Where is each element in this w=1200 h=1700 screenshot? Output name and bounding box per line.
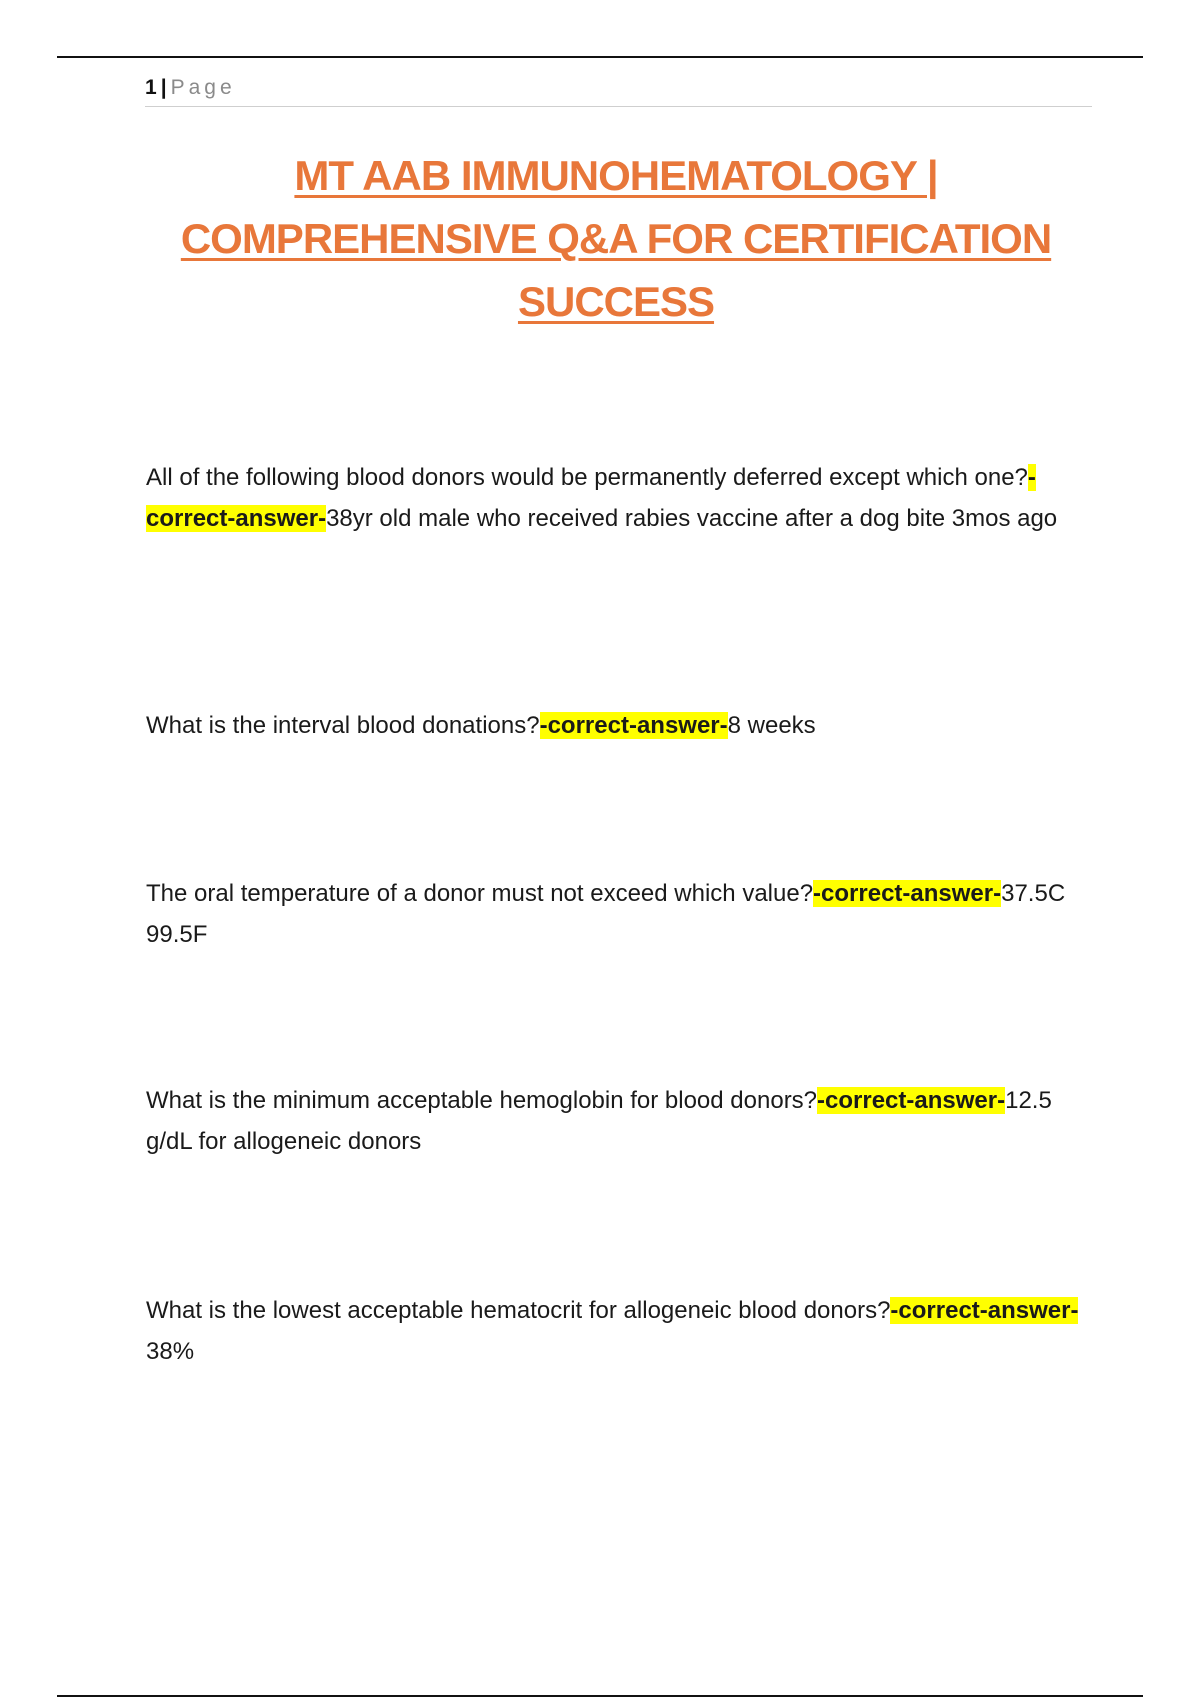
bottom-rule <box>57 1695 1143 1697</box>
correct-answer-marker: -correct-answer- <box>817 1087 1006 1114</box>
qa-item <box>146 458 1086 539</box>
answer-text: 38% <box>146 1337 195 1365</box>
qa-item <box>146 1081 1086 1162</box>
top-rule <box>57 56 1143 58</box>
answer-text: 37.5C 99.5F <box>146 880 1066 948</box>
answer-text: 38yr old male who received rabies vaccine after a dog bite 3mos ago <box>326 504 1058 532</box>
page-number: 1 <box>145 76 157 99</box>
title-line-3: SUCCESS <box>517 278 715 325</box>
page-header <box>145 74 1092 107</box>
answer-text: 12.5 g/dL for allogeneic donors <box>146 1087 1052 1155</box>
correct-answer-marker: -correct-answer- <box>890 1297 1079 1324</box>
question-text: What is the minimum acceptable hemoglobin for blood donors? <box>146 1087 818 1114</box>
document-title <box>110 144 1122 333</box>
question-text: What is the lowest acceptable hematocrit for allogeneic blood donors? <box>146 1297 891 1324</box>
title-line-1: MT AAB IMMUNOHEMATOLOGY | <box>294 152 938 199</box>
qa-item <box>146 1291 1086 1372</box>
question-text: What is the interval blood donations? <box>146 712 540 739</box>
correct-answer-marker: -correct-answer- <box>539 712 728 739</box>
title-line-2: COMPREHENSIVE Q&A FOR CERTIFICATION <box>180 215 1052 262</box>
qa-item <box>146 706 1086 747</box>
correct-answer-marker: -correct-answer- <box>146 464 1036 532</box>
question-text: All of the following blood donors would be permanently deferred except which one? <box>146 464 1028 491</box>
qa-item <box>146 874 1086 955</box>
page-label: Page <box>170 76 236 99</box>
answer-text: 8 weeks <box>727 712 816 739</box>
question-text: The oral temperature of a donor must not exceed which value? <box>146 880 814 907</box>
page-separator: | <box>160 76 167 99</box>
correct-answer-marker: -correct-answer- <box>813 880 1002 907</box>
